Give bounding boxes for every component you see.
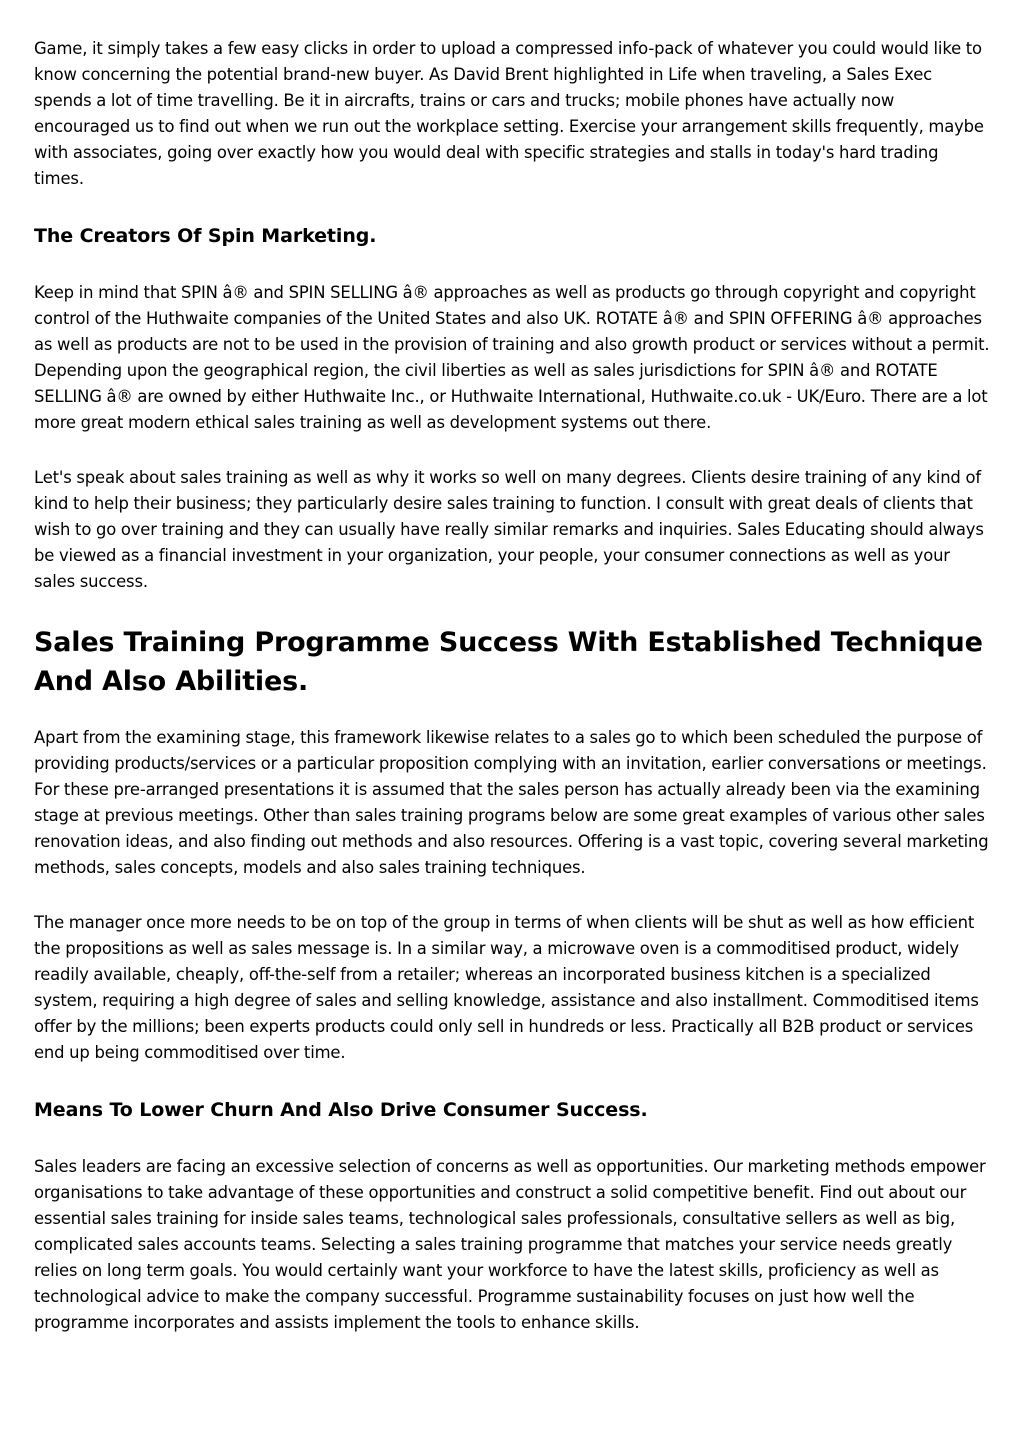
paragraph: Game, it simply takes a few easy clicks in order to upload a compressed info-pack of whatever you could would like to know concerning the potential brand-new buyer. As David Brent highlighted in Life when traveling, a Sales Exec spends a lot of time travelling. Be it in aircrafts, trains or cars and trucks; mobile phones have actually now encouraged us to find out when we run out the workplace setting. Exercise your arrangement skills frequently, maybe with associates, going over exactly how you would deal with specific strategies and stalls in today's hard trading times. [34,39,984,188]
paragraph: Sales leaders are facing an excessive selection of concerns as well as opportunities. Our marketing methods empower organisations to take advantage of these opportunities and construct a solid competitive benefit. Find out about our essential sales training for inside sales teams, technological sales professionals, consultative sellers as well as big, complicated sales accounts teams. Selecting a sales training programme that matches your service needs greatly relies on long term goals. You would certainly want your workforce to have the latest skills, proficiency as well as technological advice to make the company successful. Programme sustainability focuses on just how well the programme incorporates and assists implement the tools to enhance skills. [34,1157,986,1332]
paragraph: The manager once more needs to be on top of the group in terms of when clients will be shut as well as how efficient the propositions as well as sales message is. In a similar way, a microwave oven is a commoditised product, widely readily available, cheaply, off-the-self from a retailer; whereas an incorporated business kitchen is a specialized system, requiring a high degree of sales and selling knowledge, assistance and also installment. Commoditised items offer by the millions; been experts products could only sell in hundreds or less. Practically all B2B product or services end up being commoditised over time. [34,913,979,1062]
paragraph: Keep in mind that SPIN â® and SPIN SELLING â® approaches as well as products go through copyright and copyright control of the Huthwaite companies of the United States and also UK. ROTATE â® and SPIN OFFERING â® approaches as well as products are not to be used in the provision of training and also growth product or services without a permit. Depending upon the geographical region, the civil liberties as well as sales jurisdictions for SPIN â® and ROTATE SELLING â® are owned by either Huthwaite Inc., or Huthwaite International, Huthwaite.co.uk - UK/Euro. There are a lot more great modern ethical sales training as well as development systems out there. [34,283,990,432]
main-heading: Sales Training Programme Success With Established Technique And Also Abilities. [34,627,983,697]
section-heading: Means To Lower Churn And Also Drive Consumer Success. [34,1099,648,1121]
paragraph: Let's speak about sales training as well as why it works so well on many degrees. Clients desire training of any kind of kind to help their business; they particularly desire sales training to function. I consult with great deals of clients that wish to go over training and they can usually have really similar remarks and inquiries. Sales Educating should always be viewed as a financial investment in your organization, your people, your consumer connections as well as your sales success. [34,468,984,591]
section-heading: The Creators Of Spin Marketing. [34,225,377,247]
paragraph: Apart from the examining stage, this framework likewise relates to a sales go to which been scheduled the purpose of providing products/services or a particular proposition complying with an invitation, earlier conversations or meetings. For these pre-arranged presentations it is assumed that the sales person has actually already been via the examining stage at previous meetings. Other than sales training programs below are some great examples of various other sales renovation ideas, and also finding out methods and also resources. Offering is a vast topic, covering several marketing methods, sales concepts, models and also sales training techniques. [34,728,989,877]
